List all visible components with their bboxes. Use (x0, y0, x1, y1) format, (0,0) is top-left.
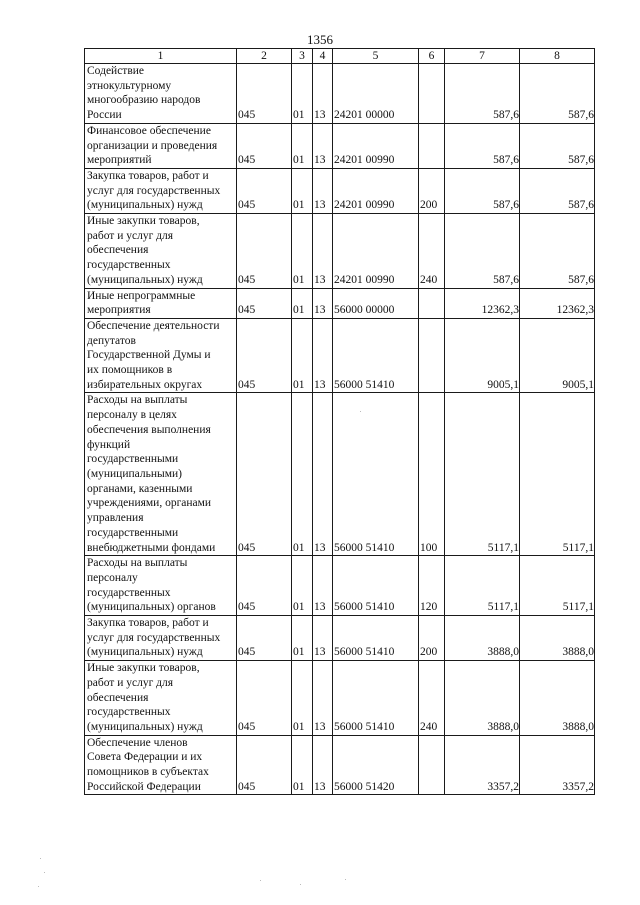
cell-name: Обеспечение деятельности депутатов Государственной Думы и их помощников в избирательных округах (85, 318, 237, 393)
cell-admin-code: 045 (237, 556, 292, 616)
column-header-7: 7 (445, 49, 520, 64)
cell-subsection: 13 (313, 123, 333, 168)
cell-subsection: 13 (313, 556, 333, 616)
cell-expense-type: 100 (419, 393, 445, 556)
cell-section: 01 (292, 616, 313, 661)
cell-subsection: 13 (313, 661, 333, 736)
table-row (85, 556, 595, 616)
cell-subsection: 13 (313, 64, 333, 124)
cell-amount-8: 3888,0 (520, 616, 595, 661)
cell-target-article: 24201 00990 (333, 168, 419, 213)
table-row (85, 735, 595, 795)
cell-section: 01 (292, 214, 313, 289)
cell-amount-8: 3888,0 (520, 661, 595, 736)
cell-expense-type (419, 64, 445, 124)
cell-section: 01 (292, 556, 313, 616)
cell-subsection: 13 (313, 616, 333, 661)
cell-amount-8: 587,6 (520, 214, 595, 289)
cell-expense-type (419, 318, 445, 393)
cell-admin-code: 045 (237, 288, 292, 318)
cell-name: Закупка товаров, работ и услуг для государственных (муниципальных) нужд (85, 168, 237, 213)
cell-amount-8: 3357,2 (520, 735, 595, 795)
cell-name: Иные закупки товаров, работ и услуг для обеспечения государственных (муниципальных) нужд (85, 214, 237, 289)
column-header-2: 2 (237, 49, 292, 64)
cell-admin-code: 045 (237, 393, 292, 556)
cell-name: Иные непрограммные мероприятия (85, 288, 237, 318)
cell-section: 01 (292, 64, 313, 124)
cell-target-article: 56000 51410 (333, 318, 419, 393)
cell-amount-8: 587,6 (520, 64, 595, 124)
cell-amount-7: 5117,1 (445, 393, 520, 556)
table-row (85, 318, 595, 393)
table-row (85, 616, 595, 661)
cell-amount-7: 3357,2 (445, 735, 520, 795)
cell-admin-code: 045 (237, 616, 292, 661)
table-row (85, 214, 595, 289)
cell-amount-8: 587,6 (520, 123, 595, 168)
cell-amount-7: 587,6 (445, 168, 520, 213)
cell-amount-7: 587,6 (445, 123, 520, 168)
cell-amount-8: 587,6 (520, 168, 595, 213)
cell-section: 01 (292, 661, 313, 736)
cell-subsection: 13 (313, 735, 333, 795)
cell-expense-type: 240 (419, 214, 445, 289)
cell-amount-8: 12362,3 (520, 288, 595, 318)
page-number: 1356 (307, 32, 333, 47)
cell-expense-type: 200 (419, 168, 445, 213)
cell-amount-7: 587,6 (445, 64, 520, 124)
column-header-4: 4 (313, 49, 333, 64)
cell-admin-code: 045 (237, 735, 292, 795)
cell-name: Расходы на выплаты персоналу в целях обеспечения выполнения функций государственными (муниципальными) органами, казенными учреждениями, органами управления государственными внебюджетными фондами (85, 393, 237, 556)
cell-target-article: 24201 00990 (333, 214, 419, 289)
table-body (85, 64, 595, 795)
cell-subsection: 13 (313, 168, 333, 213)
cell-amount-7: 9005,1 (445, 318, 520, 393)
cell-target-article: 24201 00000 (333, 64, 419, 124)
column-header-6: 6 (419, 49, 445, 64)
cell-target-article: 56000 51410 (333, 661, 419, 736)
cell-target-article: 56000 51420 (333, 735, 419, 795)
cell-subsection: 13 (313, 214, 333, 289)
table-row (85, 168, 595, 213)
cell-admin-code: 045 (237, 214, 292, 289)
cell-expense-type (419, 735, 445, 795)
table-row (85, 661, 595, 736)
cell-target-article: 56000 00000 (333, 288, 419, 318)
cell-amount-8: 9005,1 (520, 318, 595, 393)
table-row (85, 123, 595, 168)
cell-amount-7: 5117,1 (445, 556, 520, 616)
cell-section: 01 (292, 393, 313, 556)
cell-section: 01 (292, 318, 313, 393)
cell-admin-code: 045 (237, 318, 292, 393)
cell-section: 01 (292, 288, 313, 318)
cell-name: Обеспечение членов Совета Федерации и их помощников в субъектах Российской Федерации (85, 735, 237, 795)
cell-expense-type (419, 288, 445, 318)
cell-target-article: 56000 51410 (333, 393, 419, 556)
column-header-3: 3 (292, 49, 313, 64)
table-row (85, 288, 595, 318)
cell-name: Расходы на выплаты персоналу государственных (муниципальных) органов (85, 556, 237, 616)
cell-name: Финансовое обеспечение организации и проведения мероприятий (85, 123, 237, 168)
cell-amount-7: 3888,0 (445, 661, 520, 736)
header-row (85, 49, 595, 64)
cell-name: Закупка товаров, работ и услуг для государственных (муниципальных) нужд (85, 616, 237, 661)
cell-amount-8: 5117,1 (520, 556, 595, 616)
cell-name: Иные закупки товаров, работ и услуг для обеспечения государственных (муниципальных) нужд (85, 661, 237, 736)
table-row (85, 64, 595, 124)
table-row (85, 393, 595, 556)
column-header-8: 8 (520, 49, 595, 64)
cell-section: 01 (292, 123, 313, 168)
cell-subsection: 13 (313, 393, 333, 556)
cell-amount-7: 3888,0 (445, 616, 520, 661)
column-header-5: 5 (333, 49, 419, 64)
cell-section: 01 (292, 168, 313, 213)
cell-section: 01 (292, 735, 313, 795)
cell-admin-code: 045 (237, 661, 292, 736)
cell-expense-type: 200 (419, 616, 445, 661)
cell-target-article: 24201 00990 (333, 123, 419, 168)
cell-expense-type (419, 123, 445, 168)
cell-expense-type: 120 (419, 556, 445, 616)
cell-expense-type: 240 (419, 661, 445, 736)
cell-amount-8: 5117,1 (520, 393, 595, 556)
budget-table (84, 48, 595, 795)
cell-subsection: 13 (313, 288, 333, 318)
cell-target-article: 56000 51410 (333, 556, 419, 616)
cell-target-article: 56000 51410 (333, 616, 419, 661)
column-header-1: 1 (85, 49, 237, 64)
cell-subsection: 13 (313, 318, 333, 393)
cell-admin-code: 045 (237, 123, 292, 168)
cell-amount-7: 587,6 (445, 214, 520, 289)
cell-admin-code: 045 (237, 168, 292, 213)
cell-admin-code: 045 (237, 64, 292, 124)
cell-name: Содействие этнокультурному многообразию народов России (85, 64, 237, 124)
cell-amount-7: 12362,3 (445, 288, 520, 318)
